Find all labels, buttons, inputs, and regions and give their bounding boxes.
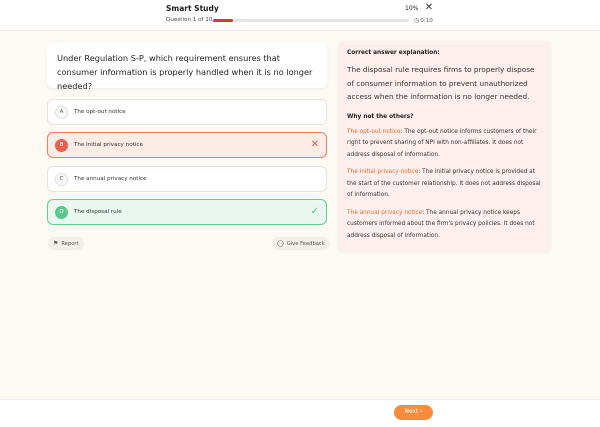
why-not-term: The initial privacy notice	[347, 169, 419, 175]
option-letter: D	[55, 206, 68, 219]
clock-icon: ◷	[414, 17, 420, 24]
option-d[interactable]	[47, 199, 327, 225]
option-label: The opt-out notice	[74, 109, 126, 115]
progress-bar	[213, 19, 409, 22]
progress-bar-fill	[213, 19, 233, 22]
close-icon[interactable]: ✕	[424, 2, 434, 13]
timer	[414, 17, 433, 24]
next-button[interactable]	[394, 405, 433, 420]
question-counter: Question 1 of 10	[166, 17, 213, 23]
option-label: The disposal rule	[74, 209, 122, 215]
report-button[interactable]	[48, 237, 84, 250]
option-letter: B	[55, 139, 68, 152]
option-c[interactable]	[47, 166, 327, 192]
top-bar	[0, 0, 600, 31]
app-title: Smart Study	[166, 4, 219, 13]
why-not-item	[347, 208, 542, 243]
timer-value: 0:10	[420, 18, 433, 24]
correct-check-icon: ✓	[310, 206, 319, 217]
option-letter: C	[55, 173, 68, 186]
option-letter: A	[55, 106, 68, 119]
progress-percent: 10%	[405, 5, 419, 12]
why-not-heading: Why not the others?	[347, 113, 414, 120]
why-not-term: The opt-out notice	[347, 128, 401, 135]
option-b[interactable]	[47, 132, 327, 158]
option-label: The initial privacy notice	[74, 142, 143, 148]
why-not-text: : The annual privacy notice keeps customers informed about the firm's privacy policies. It does not address disposal of information.	[347, 209, 535, 239]
flag-icon: ⚑	[53, 240, 59, 247]
incorrect-x-icon: ✕	[310, 139, 319, 150]
next-label: Next	[404, 409, 419, 415]
explanation-body: The disposal rule requires firms to properly dispose of consumer information to prevent unauthorized access when the information is no longer needed.	[347, 65, 535, 101]
why-not-term: The annual privacy notice	[347, 209, 423, 216]
bottom-bar	[0, 399, 600, 427]
chevron-right-icon: ›	[420, 409, 423, 415]
explanation-heading: Correct answer explanation:	[347, 50, 440, 56]
explanation-panel	[338, 41, 551, 252]
why-not-text: : The initial privacy notice is provided at the start of the customer relationship. It does not address disposal of information.	[347, 169, 541, 198]
question-text: Under Regulation S-P, which requirement ensures that consumer information is properly handled when it is no longer needed?	[57, 53, 313, 91]
chat-bubble-icon: ◯	[277, 240, 284, 247]
give-feedback-button[interactable]	[272, 237, 330, 250]
why-not-item	[347, 127, 542, 162]
why-not-item	[347, 167, 542, 202]
option-a[interactable]	[47, 99, 327, 125]
why-not-text: : The opt-out notice informs customers of their right to prevent sharing of NPI with non-affiliates. It does not address disposal of information.	[347, 128, 537, 158]
option-label: The annual privacy notice	[74, 176, 147, 182]
report-label: Report	[61, 241, 79, 247]
question-card	[47, 42, 327, 91]
give-feedback-label: Give Feedback	[286, 241, 325, 247]
